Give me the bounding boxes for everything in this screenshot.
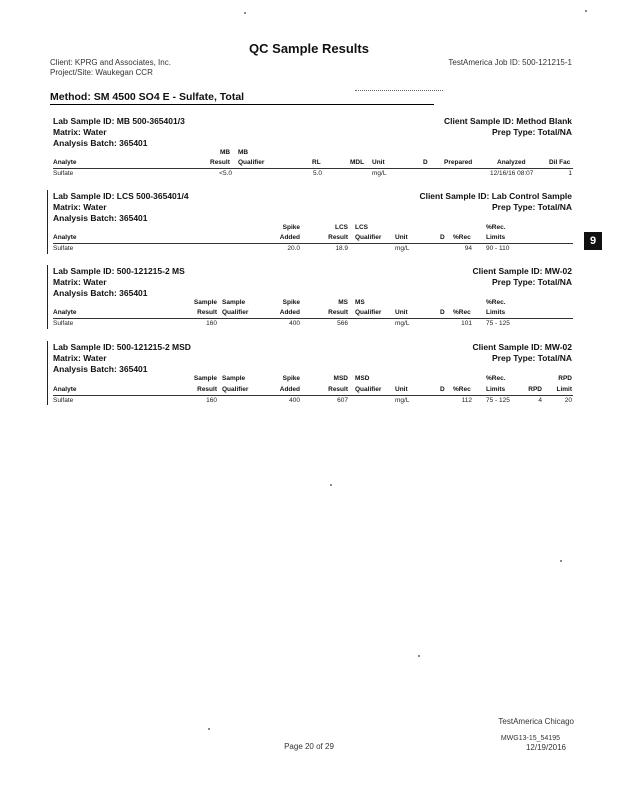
method-heading: Method: SM 4500 SO4 E - Sulfate, Total [50,91,245,103]
client-sample-id: Client Sample ID: Method Blank [444,116,572,126]
cell-unit: mg/L [395,397,410,404]
col-d: D [440,309,445,316]
cell-analyzed: 12/16/16 08:07 [490,170,534,177]
analysis-batch: Analysis Batch: 365401 [53,213,148,223]
col-head-qual-1: LCS [355,224,368,231]
job-id: TestAmerica Job ID: 500-121215-1 [448,58,572,67]
project-site: Project/Site: Waukegan CCR [50,68,153,77]
section-bracket [47,190,48,254]
col-head-sample-qual: Sample [222,299,246,306]
col-prepared: Prepared [444,159,473,166]
analysis-batch: Analysis Batch: 365401 [53,138,148,148]
col-unit: Unit [395,309,408,316]
cell-analyte: Sulfate [53,397,74,404]
lab-sample-id: Lab Sample ID: 500-121215-2 MS [53,266,185,276]
col-head-sample-qual: Sample [222,375,246,382]
col-sample-qualifier: Qualifier [222,386,249,393]
col-head-qual-1: MS [355,299,365,306]
method-underline [50,104,434,105]
col-dil-fac: Dil Fac [549,159,571,166]
cell-analyte: Sulfate [53,245,74,252]
prep-type: Prep Type: Total/NA [492,353,572,363]
col-analyte: Analyte [53,159,77,166]
col-result: Result [328,234,348,241]
footer-page-number: Page 20 of 29 [284,742,334,751]
scan-speck [208,728,210,730]
col-analyte: Analyte [53,309,77,316]
section-tab: 9 [584,232,602,250]
col-result: Result [328,386,348,393]
col-added: Added [279,309,300,316]
col-limits: Limits [486,309,506,316]
lab-sample-id: Lab Sample ID: MB 500-365401/3 [53,116,185,126]
col-unit: Unit [372,159,385,166]
col-head-result-1: MB [220,149,231,156]
col-qualifier: Qualifier [355,234,382,241]
col-qualifier: Qualifier [238,159,265,166]
scan-speck [244,12,246,14]
col-head-result-1: MSD [333,375,348,382]
col-sample-result: Result [197,386,217,393]
col-analyzed: Analyzed [497,159,526,166]
col-d: D [440,234,445,241]
col-sample-result: Result [197,309,217,316]
col-mdl: MDL [350,159,365,166]
col-result: Result [210,159,230,166]
col-d: D [423,159,428,166]
cell-unit: mg/L [372,170,387,177]
matrix: Matrix: Water [53,353,107,363]
cell-result: <5.0 [219,170,232,177]
cell-result: 18.9 [335,245,348,252]
col-head-result-1: LCS [335,224,348,231]
lab-sample-id: Lab Sample ID: 500-121215-2 MSD [53,342,191,352]
col-limits: Limits [486,234,506,241]
col-head-limits: %Rec. [486,299,506,306]
scan-speck [585,10,587,12]
page-title: QC Sample Results [249,41,369,56]
col-analyte: Analyte [53,234,77,241]
section-bracket [47,341,48,405]
cell-rl: 5.0 [312,170,322,177]
scan-speck [330,484,332,486]
header-rule [53,318,573,319]
col-rec: %Rec [453,234,471,241]
cell-dil-fac: 1 [568,170,572,177]
cell-result: 607 [337,397,348,404]
col-rpd: RPD [528,386,542,393]
col-head-spike: Spike [282,299,300,306]
col-rpd-limit: Limit [556,386,572,393]
col-head-rpd: RPD [558,375,572,382]
cell-rec: 94 [464,245,472,252]
lab-sample-id: Lab Sample ID: LCS 500-365401/4 [53,191,189,201]
cell-result: 566 [337,320,348,327]
col-head-result-1: MS [338,299,348,306]
cell-analyte: Sulfate [53,320,74,327]
prep-type: Prep Type: Total/NA [492,202,572,212]
cell-limits: 75 - 125 [486,397,510,404]
scan-speck [418,655,420,657]
footer-doc-id: MWG13-15_54195 [500,735,560,742]
col-added: Added [279,386,300,393]
col-limits: Limits [486,386,506,393]
scan-line [355,90,443,91]
header-rule [53,243,573,244]
footer-company: TestAmerica Chicago [498,717,574,726]
client-name: Client: KPRG and Associates, Inc. [50,58,171,67]
client-sample-id: Client Sample ID: Lab Control Sample [419,191,572,201]
client-sample-id: Client Sample ID: MW-02 [472,266,572,276]
cell-rpd-limit: 20 [564,397,572,404]
analysis-batch: Analysis Batch: 365401 [53,288,148,298]
cell-unit: mg/L [395,320,410,327]
col-d: D [440,386,445,393]
matrix: Matrix: Water [53,277,107,287]
col-head-qual-1: MSD [355,375,370,382]
col-head-sample-result: Sample [193,375,217,382]
col-head-qual-1: MB [238,149,249,156]
matrix: Matrix: Water [53,202,107,212]
col-unit: Unit [395,234,408,241]
col-head-limits: %Rec. [486,375,506,382]
cell-limits: 75 - 125 [486,320,510,327]
col-qualifier: Qualifier [355,309,382,316]
prep-type: Prep Type: Total/NA [492,277,572,287]
header-rule [53,168,573,169]
col-result: Result [328,309,348,316]
client-sample-id: Client Sample ID: MW-02 [472,342,572,352]
col-sample-qualifier: Qualifier [222,309,249,316]
cell-rec: 112 [461,397,472,404]
scan-speck [560,560,562,562]
col-qualifier: Qualifier [355,386,382,393]
cell-unit: mg/L [395,245,410,252]
prep-type: Prep Type: Total/NA [492,127,572,137]
cell-limits: 90 - 110 [486,245,510,252]
header-rule [53,395,573,396]
cell-sample-result: 160 [206,320,217,327]
col-rl: RL [312,159,321,166]
cell-rec: 101 [461,320,472,327]
matrix: Matrix: Water [53,127,107,137]
footer-date: 12/19/2016 [525,743,566,752]
col-added: Added [279,234,300,241]
cell-rpd: 4 [538,397,542,404]
col-rec: %Rec [453,309,471,316]
cell-sample-result: 160 [206,397,217,404]
cell-added: 400 [289,320,300,327]
col-unit: Unit [395,386,408,393]
cell-added: 400 [289,397,300,404]
cell-analyte: Sulfate [53,170,74,177]
analysis-batch: Analysis Batch: 365401 [53,364,148,374]
col-head-spike: Spike [282,224,300,231]
col-rec: %Rec [453,386,471,393]
col-head-limits: %Rec. [486,224,506,231]
cell-added: 20.0 [287,245,300,252]
col-analyte: Analyte [53,386,77,393]
col-head-spike: Spike [282,375,300,382]
col-head-sample-result: Sample [193,299,217,306]
section-bracket [47,265,48,329]
